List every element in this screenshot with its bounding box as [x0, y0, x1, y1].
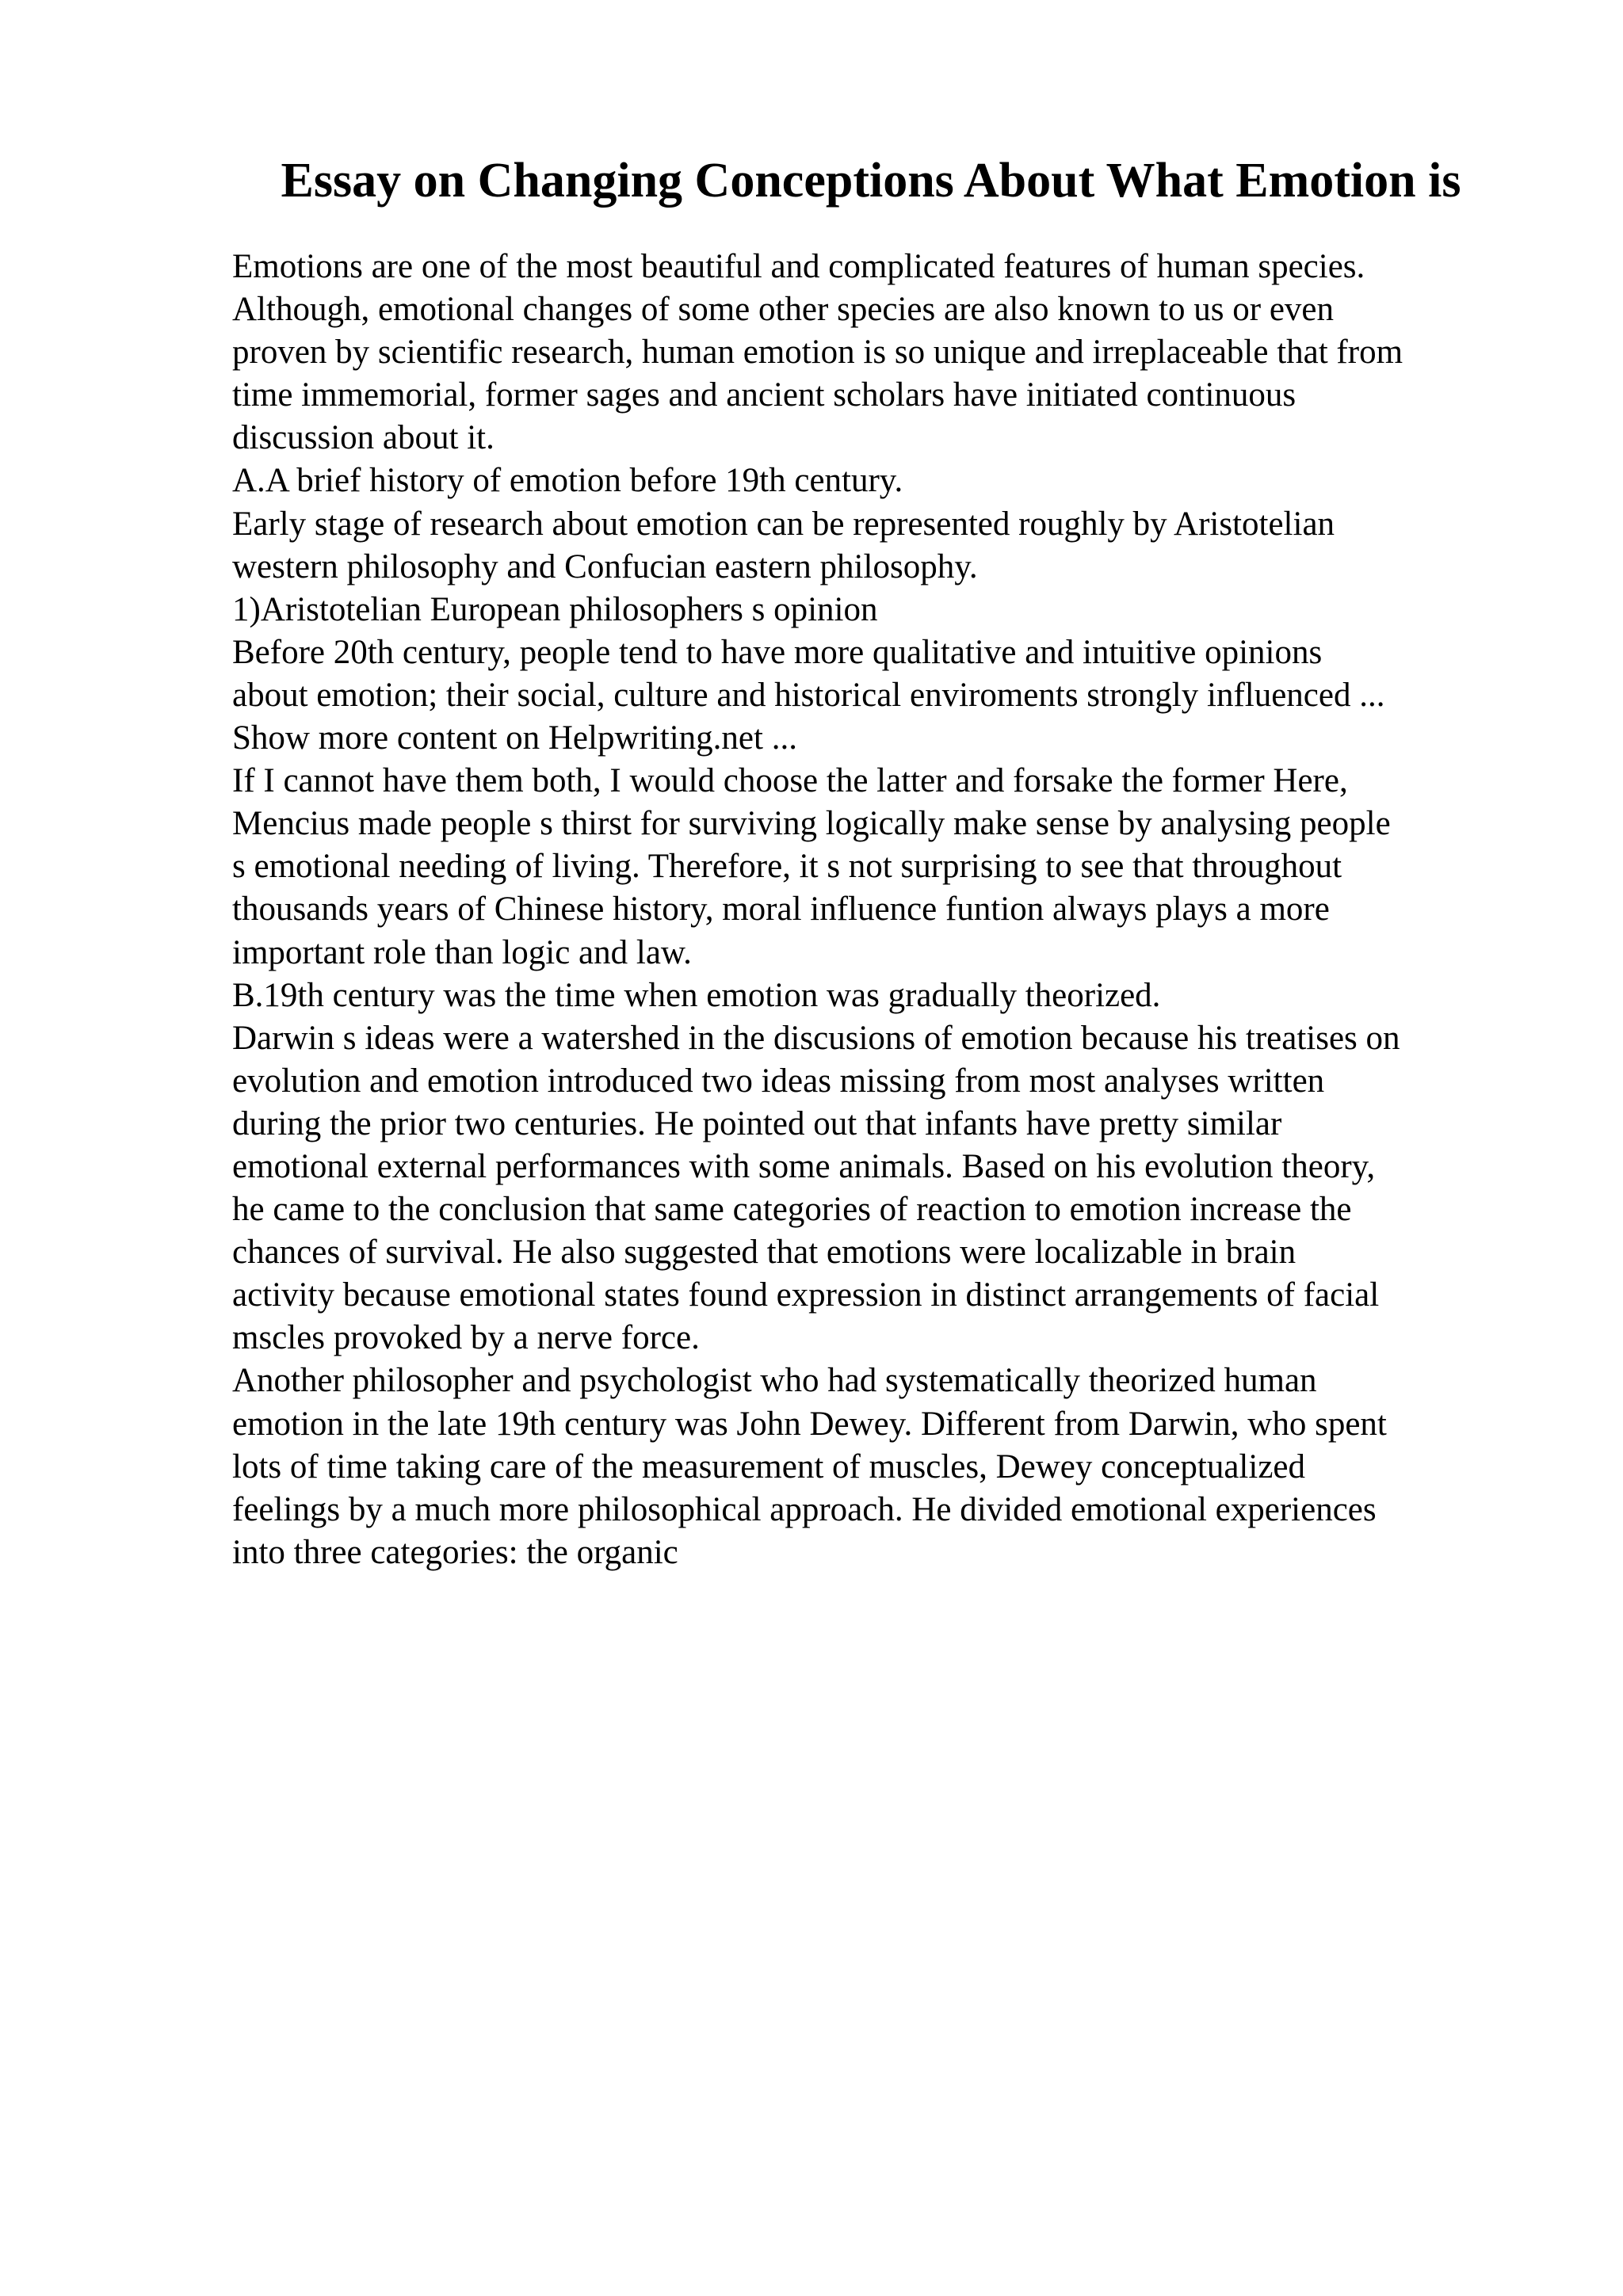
section-heading-a: A.A brief history of emotion before 19th century.	[232, 462, 903, 500]
body-line: he came to the conclusion that same categories of reaction to emotion increase the	[232, 1191, 1352, 1229]
body-line: activity because emotional states found expression in distinct arrangements of facial	[232, 1276, 1380, 1314]
section-heading-b: B.19th century was the time when emotion was gradually theorized.	[232, 976, 1161, 1014]
body-line: Mencius made people s thirst for surviving logically make sense by analysing people	[232, 805, 1391, 843]
body-line: thousands years of Chinese history, moral influence funtion always plays a more	[232, 891, 1330, 929]
body-line: mscles provoked by a nerve force.	[232, 1319, 700, 1357]
body-line: Early stage of research about emotion can be represented roughly by Aristotelian	[232, 505, 1335, 543]
subsection-heading-1: 1)Aristotelian European philosophers s opinion	[232, 590, 878, 628]
body-line: Another philosopher and psychologist who had systematically theorized human	[232, 1362, 1317, 1400]
body-line: Before 20th century, people tend to have more qualitative and intuitive opinions	[232, 633, 1323, 671]
body-line: If I cannot have them both, I would choose the latter and forsake the former Here,	[232, 762, 1348, 800]
body-line: western philosophy and Confucian eastern philosophy.	[232, 547, 978, 585]
body-line: discussion about it.	[232, 419, 495, 457]
body-line: during the prior two centuries. He pointed out that infants have pretty similar	[232, 1104, 1282, 1142]
body-line: time immemorial, former sages and ancient scholars have initiated continuous	[232, 376, 1296, 414]
body-line: into three categories: the organic	[232, 1533, 678, 1571]
body-line: Emotions are one of the most beautiful and complicated features of human species.	[232, 248, 1365, 285]
document-body	[232, 246, 1595, 1574]
body-line: feelings by a much more philosophical approach. He divided emotional experiences	[232, 1490, 1377, 1528]
body-line: s emotional needing of living. Therefore, it s not surprising to see that throughout	[232, 848, 1342, 886]
body-line: about emotion; their social, culture and historical enviroments strongly influenced ...	[232, 676, 1385, 714]
body-line: lots of time taking care of the measurement of muscles, Dewey conceptualized	[232, 1447, 1305, 1486]
body-line: Although, emotional changes of some other species are also known to us or even	[232, 291, 1334, 329]
body-line: important role than logic and law.	[232, 933, 692, 971]
show-more-line: Show more content on Helpwriting.net ...	[232, 719, 797, 757]
body-line: chances of survival. He also suggested that emotions were localizable in brain	[232, 1234, 1296, 1272]
body-line: emotional external performances with some animals. Based on his evolution theory,	[232, 1147, 1376, 1185]
document-title: Essay on Changing Conceptions About What Emotion is	[281, 154, 1461, 208]
body-line: evolution and emotion introduced two ideas missing from most analyses written	[232, 1062, 1325, 1100]
body-line: emotion in the late 19th century was John Dewey. Different from Darwin, who spent	[232, 1405, 1387, 1443]
body-line: Darwin s ideas were a watershed in the discusions of emotion because his treatises on	[232, 1019, 1400, 1057]
body-line: proven by scientific research, human emotion is so unique and irreplaceable that from	[232, 334, 1403, 372]
